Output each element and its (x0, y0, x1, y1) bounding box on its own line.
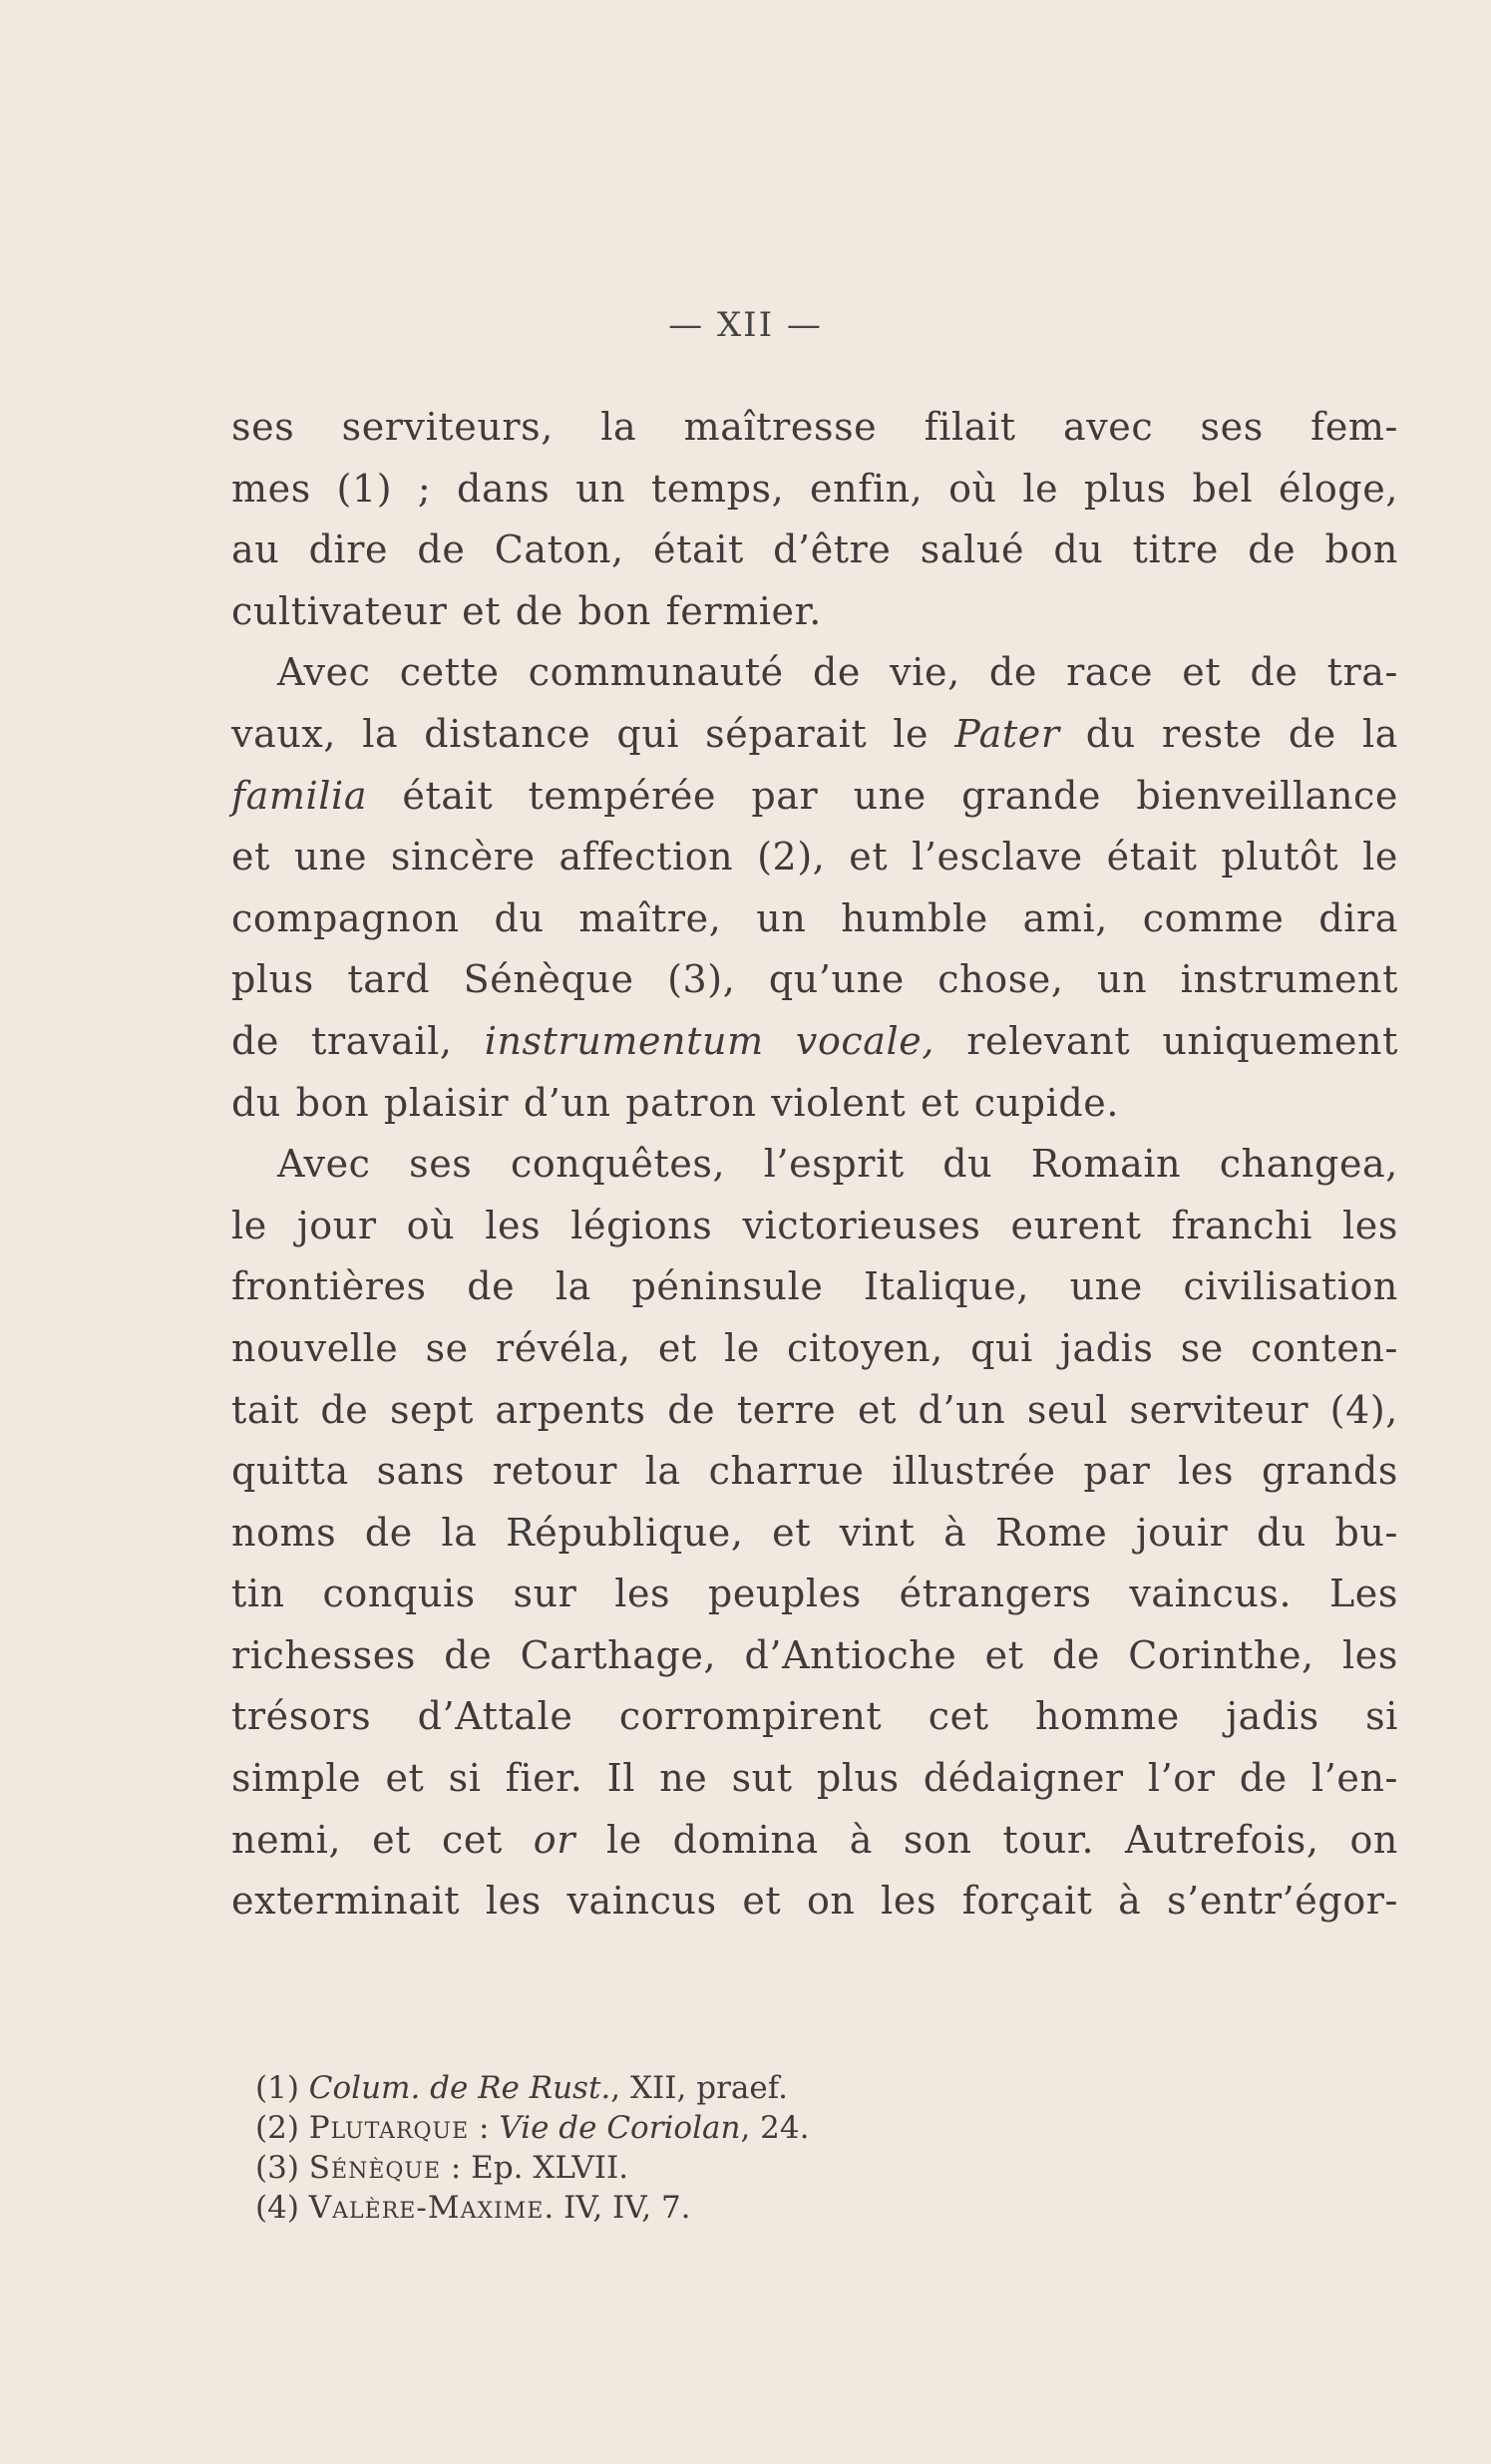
footnote-author: Plutarque (308, 2110, 470, 2146)
footnote-author: Sénèque (308, 2150, 442, 2186)
text-line: tin conquis sur les peuples étrangers vaincus. Les (231, 1572, 1398, 1616)
page-number: — XII — (668, 305, 823, 345)
footnote (255, 2068, 1153, 2108)
body-text (231, 397, 1398, 1933)
text-line: exterminait les vaincus et on les forçait à s’entr’égor- (231, 1879, 1398, 1924)
footnote-text: : Ep. XLVII. (441, 2150, 629, 2186)
text-segment: le domina à son tour. Autrefois, on (605, 1817, 1399, 1862)
footnote (255, 2108, 1153, 2148)
text-line (231, 766, 1398, 828)
text-line (231, 1011, 1398, 1073)
footnote-source: Colum. de Re Rust. (308, 2070, 611, 2106)
text-line (231, 1810, 1398, 1872)
text-line: Avec cette communauté de vie, de race et de tra- (277, 650, 1398, 695)
text-line: cultivateur et de bon fermier. (231, 588, 822, 633)
text-line: Avec ses conquêtes, l’esprit du Romain changea, (277, 1142, 1398, 1187)
text-segment: nemi, et cet (231, 1817, 503, 1862)
footnote-number: (4) (255, 2190, 299, 2226)
footnote-text: , 24. (740, 2110, 810, 2146)
footnote (255, 2148, 1153, 2188)
text-line: quitta sans retour la charrue illustrée par les grands (231, 1449, 1398, 1494)
text-line: nouvelle se révéla, et le citoyen, qui jadis se conten- (231, 1325, 1398, 1370)
footnote-text: , XII, praef. (610, 2070, 788, 2106)
text-line: et une sincère affection (2), et l’esclave était plutôt le (231, 835, 1398, 880)
text-line: au dire de Caton, était d’être salué du titre de bon (231, 528, 1398, 572)
italic-word: familia (231, 773, 368, 818)
footnotes (255, 2068, 1153, 2228)
italic-word: Pater (954, 711, 1060, 756)
text-line: compagnon du maître, un humble ami, comme dira (231, 895, 1398, 940)
text-line: trésors d’Attale corrompirent cet homme jadis si (231, 1694, 1398, 1739)
text-segment: du reste de la (1085, 711, 1398, 756)
text-line: plus tard Sénèque (3), qu’une chose, un instrument (231, 957, 1398, 1002)
footnote-number: (2) (255, 2110, 299, 2146)
text-line: noms de la République, et vint à Rome jouir du bu- (231, 1510, 1398, 1555)
text-line: tait de sept arpents de terre et d’un seul serviteur (4), (231, 1387, 1398, 1432)
text-segment: relevant uniquement (966, 1018, 1398, 1063)
footnote-author: Valère-Maxime (308, 2190, 545, 2226)
italic-phrase: instrumentum vocale, (484, 1018, 935, 1063)
text-line: richesses de Carthage, d’Antioche et de Corinthe, les (231, 1632, 1398, 1677)
text-segment: était tempérée par une grande bienveillance (402, 773, 1398, 818)
footnote (255, 2188, 1153, 2228)
footnote-number: (3) (255, 2150, 299, 2186)
text-segment: de travail, (231, 1018, 453, 1063)
italic-word: or (533, 1817, 576, 1862)
text-line (231, 704, 1398, 766)
footnote-text: . IV, IV, 7. (544, 2190, 691, 2226)
text-segment: vaux, la distance qui séparait le (231, 711, 930, 756)
text-line: du bon plaisir d’un patron violent et cupide. (231, 1080, 1120, 1125)
text-line: simple et si fier. Il ne sut plus dédaigner l’or de l’en- (231, 1756, 1398, 1801)
text-line: mes (1) ; dans un temps, enfin, où le plus bel éloge, (231, 466, 1398, 511)
footnote-number: (1) (255, 2070, 299, 2106)
footnote-text: : (469, 2110, 500, 2146)
text-line: le jour où les légions victorieuses eurent franchi les (231, 1203, 1398, 1247)
footnote-source: Vie de Coriolan (499, 2110, 741, 2146)
text-line: frontières de la péninsule Italique, une civilisation (231, 1264, 1398, 1309)
text-line: ses serviteurs, la maîtresse filait avec ses fem- (231, 405, 1398, 449)
